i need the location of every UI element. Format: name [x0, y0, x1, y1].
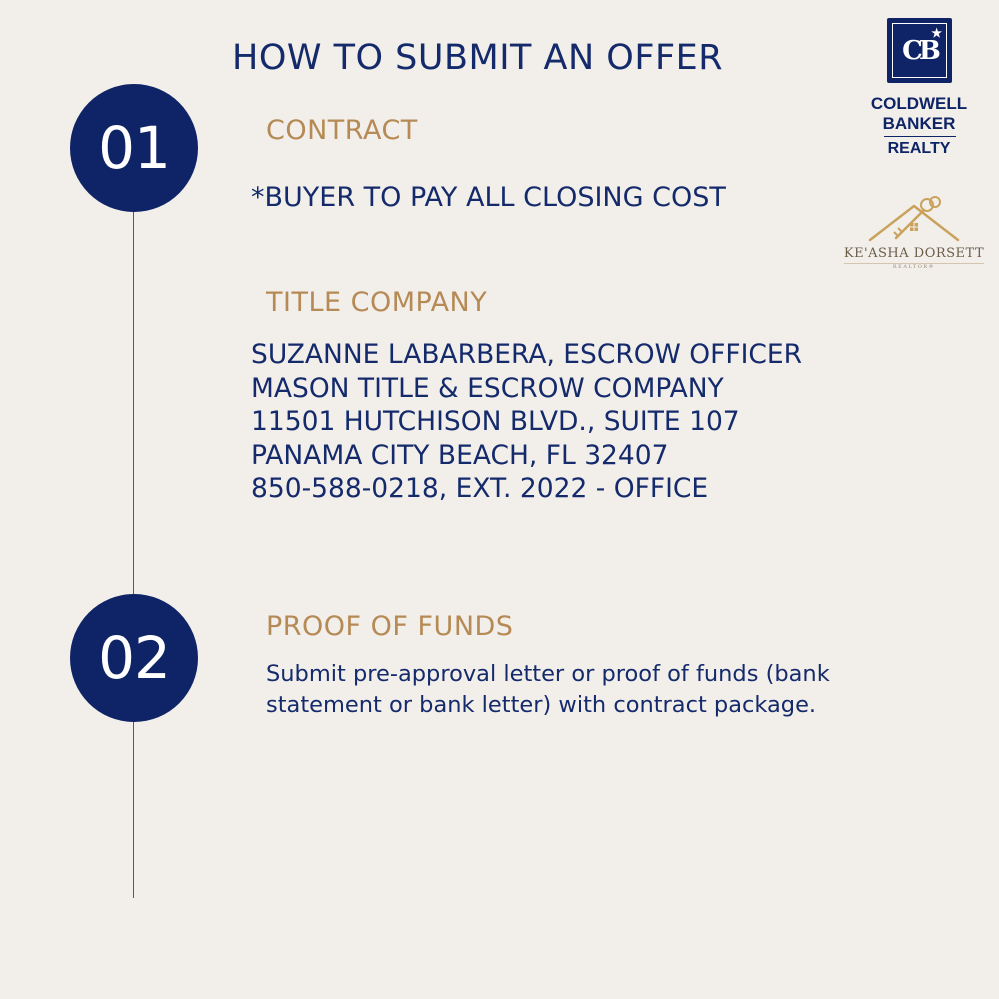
- title-company-line: PANAMA CITY BEACH, FL 32407: [251, 439, 669, 471]
- title-company-heading: TITLE COMPANY: [266, 287, 488, 318]
- step-number-badge: 01: [70, 84, 198, 212]
- proof-of-funds-line: statement or bank letter) with contract package.: [266, 692, 817, 718]
- logo-text-banker: BANKER: [882, 114, 956, 133]
- cb-monogram-text: CB: [902, 35, 937, 66]
- title-company-line: 11501 HUTCHISON BLVD., SUITE 107: [251, 406, 740, 437]
- title-company-line: SUZANNE LABARBERA, ESCROW OFFICER: [251, 339, 803, 370]
- coldwell-banker-logo: [854, 15, 984, 160]
- agent-logo: [838, 192, 990, 278]
- title-company-phone: 850-588-0218, EXT. 2022 - OFFICE: [251, 473, 709, 504]
- title-company-details: [251, 338, 802, 506]
- agent-subtitle: REALTOR®: [892, 264, 936, 270]
- contract-heading: CONTRACT: [266, 115, 418, 146]
- title-company-line: MASON TITLE & ESCROW COMPANY: [251, 372, 724, 404]
- logo-text-coldwell: COLDWELL: [870, 94, 968, 113]
- proof-of-funds-line: Submit pre-approval letter or proof of funds (bank: [266, 661, 830, 687]
- logo-text-realty: REALTY: [887, 140, 951, 157]
- proof-of-funds-text: [266, 659, 926, 721]
- logo-divider: [884, 136, 956, 137]
- timeline-line: [133, 148, 134, 898]
- step-number-badge: 02: [70, 594, 198, 722]
- cb-monogram-box: [887, 18, 952, 83]
- contract-note: *BUYER TO PAY ALL CLOSING COST: [251, 182, 726, 213]
- agent-name: KE'ASHA DORSETT: [843, 246, 985, 261]
- proof-of-funds-heading: PROOF OF FUNDS: [266, 611, 514, 642]
- page-title: HOW TO SUBMIT AN OFFER: [232, 38, 724, 78]
- star-icon: ★: [931, 26, 942, 40]
- cb-monogram: [892, 23, 947, 78]
- house-key-icon: [864, 192, 964, 246]
